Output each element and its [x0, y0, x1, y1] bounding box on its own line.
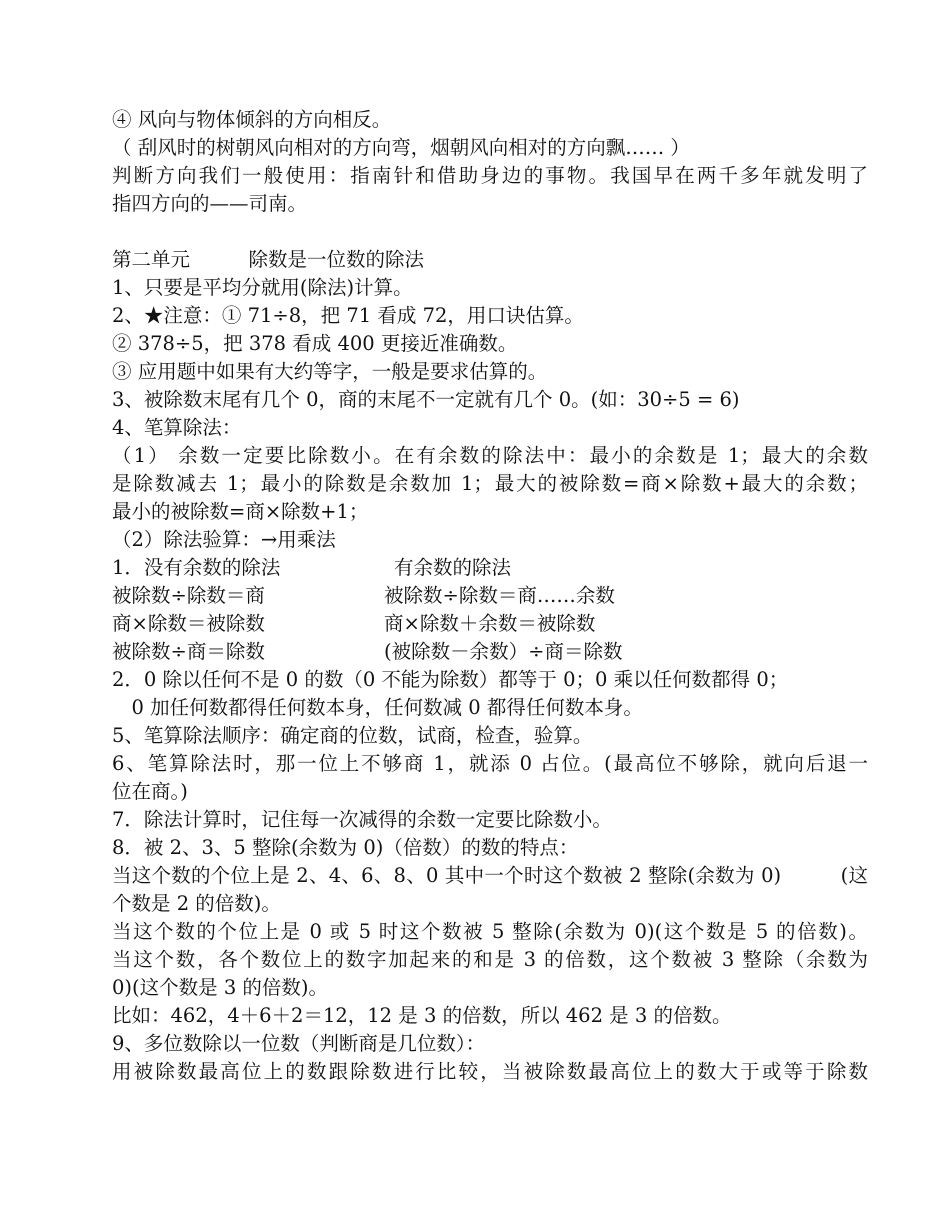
text-line: 当这个数，各个数位上的数字加起来的和是 3 的倍数，这个数被 3 整除（余数为: [112, 948, 868, 971]
text-line: ③ 应用题中如果有大约等字，一般是要求估算的。: [112, 360, 548, 383]
text-line: ④ 风向与物体倾斜的方向相反。: [112, 108, 392, 131]
text-line: （2）除法验算：→用乘法: [112, 528, 336, 551]
text-line: 3、被除数末尾有几个 0，商的末尾不一定就有几个 0。(如：30÷5 = 6): [112, 388, 740, 411]
right-column-line: (被除数－余数）÷商＝除数: [384, 640, 623, 663]
right-column-line: 商×除数＋余数＝被除数: [384, 612, 596, 635]
text-line: 当这个数的个位上是 0 或 5 时这个数被 5 整除(余数为 0)(这个数是 5 的倍数)。: [112, 920, 868, 943]
text-line: 个数是 2 的倍数)。: [112, 892, 281, 915]
right-column-line: 被除数÷除数＝商……余数: [384, 584, 615, 607]
text-line: 比如：462，4＋6＋2＝12，12 是 3 的倍数，所以 462 是 3 的倍数。: [112, 1004, 732, 1027]
text-line: 5、笔算除法顺序：确定商的位数，试商，检查，验算。: [112, 724, 593, 747]
text-line: 2．0 除以任何不是 0 的数（0 不能为除数）都等于 0；0 乘以任何数都得 0；: [112, 668, 789, 691]
text-line: 判断方向我们一般使用：指南针和借助身边的事物。我国早在两千多年就发明了: [112, 164, 868, 187]
text-line: 被除数÷除数＝商: [112, 584, 265, 607]
text-line: 1、只要是平均分就用(除法)计算。: [112, 276, 413, 299]
text-line: 指四方向的——司南。: [112, 192, 308, 215]
text-line: 被除数÷商＝除数: [112, 640, 265, 663]
text-line: 用被除数最高位上的数跟除数进行比较，当被除数最高位上的数大于或等于除数: [112, 1060, 868, 1083]
text-line: 当这个数的个位上是 2、4、6、8、0 其中一个时这个数被 2 整除(余数为 0) (这: [112, 864, 868, 887]
text-line: 最小的被除数=商×除数+1；: [112, 500, 369, 523]
text-line: 8．被 2、3、5 整除(余数为 0)（倍数）的数的特点：: [112, 836, 579, 859]
text-line: （ 刮风时的树朝风向相对的方向弯，烟朝风向相对的方向飘…… ）: [112, 136, 690, 159]
text-line: 0)(这个数是 3 的倍数)。: [112, 976, 329, 999]
text-line: 位在商。): [112, 780, 188, 803]
section-heading: 第二单元 除数是一位数的除法: [112, 248, 425, 271]
text-line: 7．除法计算时，记住每一次减得的余数一定要比除数小。: [112, 808, 612, 831]
text-line: 商×除数＝被除数: [112, 612, 265, 635]
text-line: 6、笔算除法时，那一位上不够商 1，就添 0 占位。(最高位不够除，就向后退一: [112, 752, 868, 775]
text-line: 0 加任何数都得任何数本身，任何数减 0 都得任何数本身。: [112, 696, 643, 719]
text-line: 是除数减去 1；最小的除数是余数加 1；最大的被除数=商×除数+最大的余数；: [112, 472, 868, 495]
text-line: 1．没有余数的除法: [112, 556, 281, 579]
text-line: （1） 余数一定要比除数小。在有余数的除法中：最小的余数是 1；最大的余数: [112, 444, 868, 467]
text-line: ② 378÷5，把 378 看成 400 更接近准确数。: [112, 332, 518, 355]
text-line: 9、多位数除以一位数（判断商是几位数）：: [112, 1032, 486, 1055]
right-column-heading: 有余数的除法: [394, 556, 512, 579]
text-line: 2、★注意：① 71÷8，把 71 看成 72，用口诀估算。: [112, 304, 584, 327]
text-line: 4、笔算除法：: [112, 416, 242, 439]
